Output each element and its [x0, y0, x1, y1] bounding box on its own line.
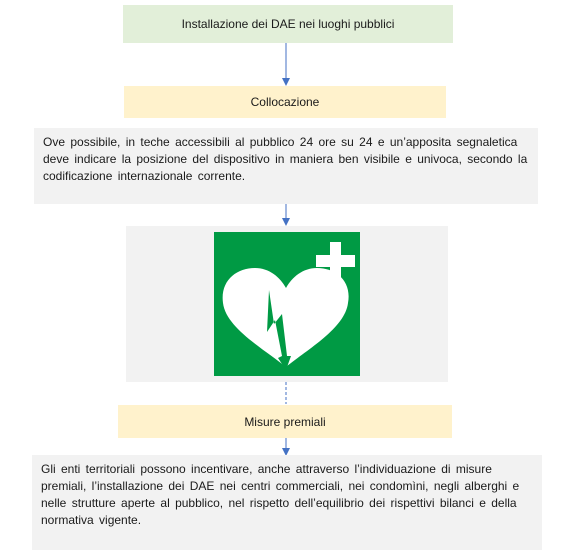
collocazione-description-box [34, 128, 538, 204]
misure-premiali-label: Misure premiali [244, 414, 326, 429]
aed-heart-bolt-icon [214, 232, 360, 376]
misure-premiali-description: Gli enti territoriali possono incentivare, anche attraverso l’individuazione di misure premiali, l’installazione dei DAE nei centri commerciali, nei condomìni, negli alberghi e nelle strutture aperte al pubblico, nel rispetto dell’equilibrio dei rispettivi bilanci e della normativa vigente. [41, 462, 520, 527]
collocazione-description: Ove possibile, in teche accessibili al pubblico 24 ore su 24 e un’apposita segnaletica deve indicare la posizione del dispositivo in maniera ben visibile e univoca, secondo la codificazione internazionale corrente. [43, 135, 528, 183]
misure-premiali-description-box [32, 455, 542, 550]
title-text: Installazione dei DAE nei luoghi pubblici [181, 17, 395, 31]
title-box [123, 5, 453, 43]
misure-premiali-box [118, 405, 452, 438]
collocazione-box [124, 86, 446, 118]
collocazione-label: Collocazione [250, 95, 320, 109]
aed-sign-panel [126, 226, 448, 382]
